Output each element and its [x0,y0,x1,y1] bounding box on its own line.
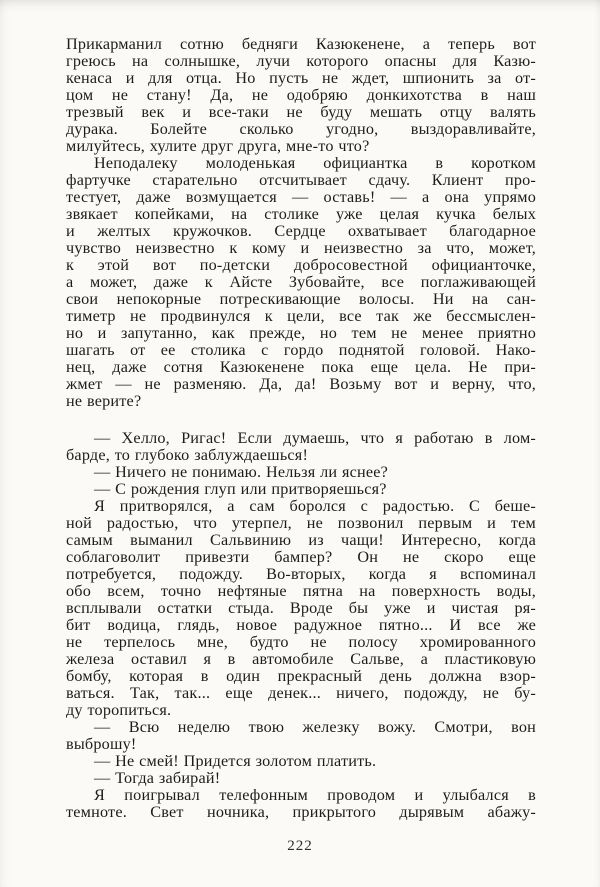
text-section [66,36,536,410]
text-line: — Не смей! Придется золотом платить. [94,752,377,770]
text-line: Прикарманил сотню бедняги Казюкенене, а теперь вот [66,35,536,53]
text-line: а может, даже к Айсте Зубовайте, все поглаживающей [66,273,536,291]
text-line: тестует, даже возмущается — оставь! — а она упрямо [66,188,536,206]
text-line: ду торопиться. [66,701,172,719]
paragraph [66,787,536,821]
text-line: обо всем, точно нефтяные пятна на поверхность воды, [66,582,536,600]
paragraph [66,36,536,155]
text-line: милуйтесь, хулите друг друга, мне-то что? [66,137,370,155]
paragraph [66,719,536,753]
text-line: Я поигрывал телефонным проводом и улыбался в [94,786,536,804]
text-line: — Тогда забирай! [94,769,221,787]
text-line: ваться. Так, так... еще денек... ничего, подожду, не бу- [66,684,536,702]
text-line: фартучке старательно отсчитывает сдачу. Клиент про- [66,171,536,189]
text-line: соблаговолит привезти бампер? Он не скоро еще [66,548,536,566]
text-line: Я притворялся, а сам боролся с радостью. С беше- [94,497,536,515]
text-line: барде, то глубоко заблуждаешься! [66,446,309,464]
text-line: выброшу! [66,735,137,753]
text-line: кенаса и для отца. Но пусть не ждет, шпионить за от- [66,69,536,87]
text-line: самым выманил Сальвинию из чащи! Интересно, когда [66,531,536,549]
text-line: не терпелось мне, будто не полосу хромированного [66,633,536,651]
text-line: Неподалеку молоденькая официантка в коротком [94,154,536,172]
text-line: железа оставил я в автомобиле Сальве, а пластиковую [66,650,536,668]
text-line: — Всю неделю твою железку вожу. Смотри, вон [94,718,536,736]
text-line: но и запутанно, как прежде, но тем не менее приятно [66,324,536,342]
text-line: нец, даже сотня Казюкенене пока еще цела. Не при- [66,358,536,376]
paragraph [66,464,536,481]
text-line: — Хелло, Ригас! Если думаешь, что я работаю в лом- [94,429,536,447]
page-number: 222 [287,838,313,854]
text-line: и желтых кружочков. Сердце охватывает благодарное [66,222,536,240]
paragraph [66,155,536,410]
text-line: шагать от ее столика с гордо поднятой головой. Нако- [66,341,536,359]
text-line: всплывали остатки стыда. Вроде бы уже и чистая ря- [66,599,536,617]
text-line: темноте. Свет ночника, прикрытого дырявым абажу- [66,803,536,821]
text-line: тиметр не продвинулся к цели, все так же бессмыслен- [66,307,536,325]
text-line: греюсь на солнышке, лучи которого опасны для Казю- [66,52,536,70]
text-line: чувство неизвестно к кому и неизвестно за что, может, [66,239,536,257]
paragraph [66,753,536,770]
paragraph [66,770,536,787]
text-line: — Ничего не понимаю. Нельзя ли яснее? [94,463,389,481]
paragraph [66,481,536,498]
text-line: бит водица, глядь, новое радужное пятно... И все же [66,616,536,634]
text-line: бомбу, которая в один прекрасный день должна взор- [66,667,536,685]
paragraph [66,430,536,464]
text-section [66,430,536,821]
text-line: жмет — не разменяю. Да, да! Возьму вот и верну, что, [66,375,536,393]
paragraph [66,498,536,719]
text-line: к этой вот по-детски добросовестной официанточке, [66,256,536,274]
text-line: не верите? [66,392,142,410]
text-line: трезвый век и все-таки не буду мешать отцу валять [66,103,536,121]
text-line: свои непокорные потрескивающие волосы. Ни на сан- [66,290,536,308]
text-line: звякает копейками, на столике уже целая кучка белых [66,205,536,223]
text-line: ной радостью, что утерпел, не позвонил первым и тем [66,514,536,532]
text-line: цом не стану! Да, не одобряю донкихотства в наш [66,86,536,104]
text-column [66,36,536,821]
text-line: дурака. Болейте сколько угодно, выздоравливайте, [66,120,536,138]
text-line: — С рождения глуп или притворяешься? [94,480,387,498]
text-line: потребуется, подожду. Во-вторых, когда я вспоминал [66,565,536,583]
